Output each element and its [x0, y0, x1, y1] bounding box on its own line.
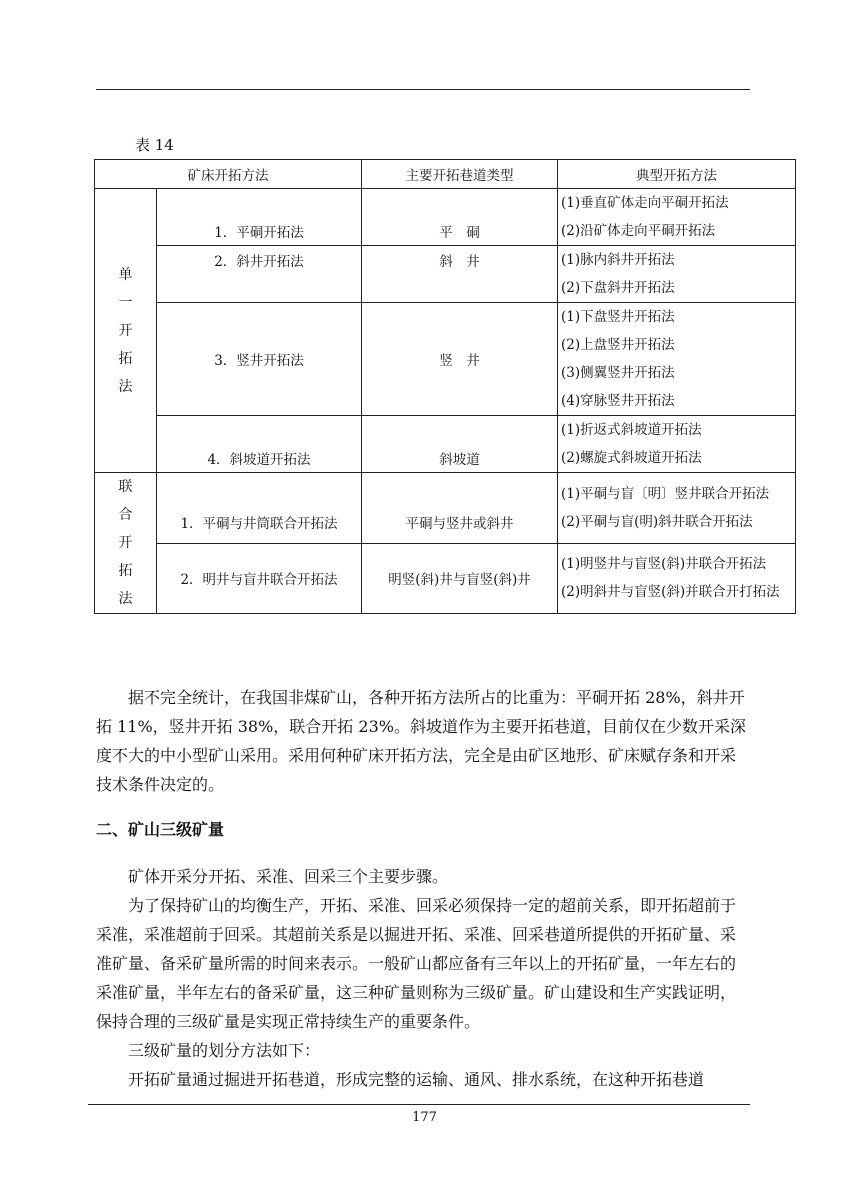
table-row [95, 246, 796, 303]
tunnel-cell: 平 硐 [362, 189, 558, 246]
typical-cell: (1)平硐与盲〔明〕竖井联合开拓法 (2)平硐与盲(明)斜井联合开拓法 [558, 473, 796, 544]
group-label-combined: 联 合 开 拓 法 [95, 473, 157, 614]
tunnel-cell: 平硐与竖井或斜井 [362, 473, 558, 544]
development-methods-table [94, 159, 796, 614]
table-row [95, 543, 796, 614]
paragraph-steps: 矿体开采分开拓、采准、回采三个主要步骤。 [96, 867, 449, 886]
section-heading: 二、矿山三级矿量 [96, 820, 225, 839]
footer-rule [88, 1104, 750, 1105]
method-cell: 4．斜坡道开拓法 [157, 416, 362, 473]
page-number: 177 [412, 1110, 437, 1125]
tunnel-cell: 斜坡道 [362, 416, 558, 473]
typical-cell: (1)折返式斜坡道开拓法 (2)螺旋式斜坡道开拓法 [558, 416, 796, 473]
paragraph-statistics: 据不完全统计，在我国非煤矿山，各种开拓方法所占的比重为：平硐开拓 28%，斜井开拓 11%，竖井开拓 38%，联合开拓 23%。斜坡道作为主要开拓巷道，目前仅在少数开采深度不大的中小型矿山采用。采用何种矿床开拓方法，完全是由矿区地形、矿床赋存条和开采技术条件决定的。 [96, 688, 746, 794]
header-rule [96, 89, 750, 90]
paragraph-development-reserve: 开拓矿量通过掘进开拓巷道，形成完整的运输、通风、排水系统，在这种开拓巷道 [96, 1070, 705, 1089]
typical-cell: (1)明竖井与盲竖(斜)井联合开拓法 (2)明斜井与盲竖(斜)并联合开打拓法 [558, 543, 796, 614]
method-cell: 2．明井与盲井联合开拓法 [157, 543, 362, 614]
table-header-row [95, 160, 796, 189]
table-row [95, 189, 796, 246]
paragraph-three-grade-reserves: 为了保持矿山的均衡生产，开拓、采准、回采必须保持一定的超前关系，即开拓超前于采准，采准超前于回采。其超前关系是以掘进开拓、采准、回采巷道所提供的开拓矿量、采准矿量、备采矿量所需的时间来表示。一般矿山都应备有三年以上的开拓矿量，一年左右的采准矿量，半年左右的备采矿量，这三种矿量则称为三级矿量。矿山建设和生产实践证明，保持合理的三级矿量是实现正常持续生产的重要条件。 [96, 896, 737, 1031]
table-caption: 表 14 [135, 136, 174, 154]
group-label-single: 单 一 开 拓 法 [95, 189, 157, 473]
method-cell: 3．竖井开拓法 [157, 303, 362, 416]
typical-cell: (1)垂直矿体走向平硐开拓法 (2)沿矿体走向平硐开拓法 [558, 189, 796, 246]
header-typical-method: 典型开拓方法 [558, 160, 796, 189]
tunnel-cell: 明竖(斜)井与盲竖(斜)井 [362, 543, 558, 614]
table-row [95, 416, 796, 473]
tunnel-cell: 斜 井 [362, 246, 558, 303]
method-cell: 1．平硐与井筒联合开拓法 [157, 473, 362, 544]
method-cell: 2．斜井开拓法 [157, 246, 362, 303]
header-method: 矿床开拓方法 [95, 160, 362, 189]
table-row [95, 303, 796, 416]
table-row [95, 473, 796, 544]
typical-cell: (1)下盘竖井开拓法 (2)上盘竖井开拓法 (3)侧翼竖井开拓法 (4)穿脉竖井开拓法 [558, 303, 796, 416]
header-tunnel-type: 主要开拓巷道类型 [362, 160, 558, 189]
paragraph-division-method: 三级矿量的划分方法如下： [96, 1041, 321, 1060]
method-cell: 1．平硐开拓法 [157, 189, 362, 246]
tunnel-cell: 竖 井 [362, 303, 558, 416]
typical-cell: (1)脉内斜井开拓法 (2)下盘斜井开拓法 [558, 246, 796, 303]
